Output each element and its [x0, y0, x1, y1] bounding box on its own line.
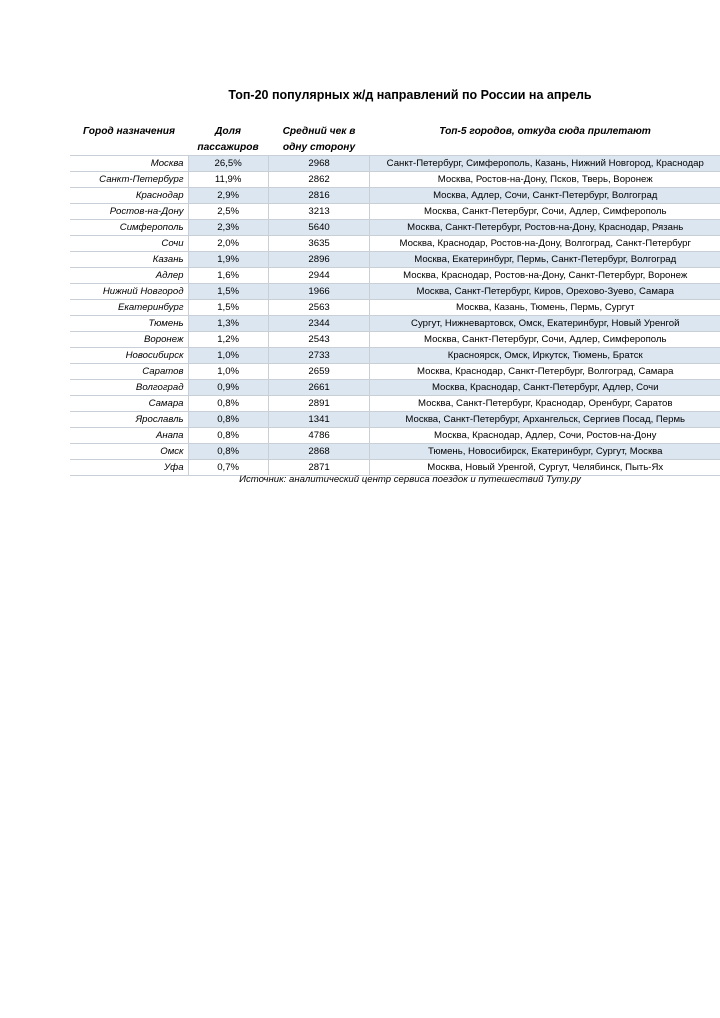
- city-cell: Анапа: [70, 428, 188, 444]
- price-cell: 2816: [268, 188, 370, 204]
- table-row: [70, 428, 720, 444]
- origin-cities-cell: Москва, Ростов-на-Дону, Псков, Тверь, Воронеж: [370, 172, 720, 188]
- header-price-line1: Средний чек в: [282, 126, 356, 137]
- origin-cities-cell: Тюмень, Новосибирск, Екатеринбург, Сургут, Москва: [370, 444, 720, 460]
- price-cell: 2891: [268, 396, 370, 412]
- price-cell: 2868: [268, 444, 370, 460]
- price-cell: 2344: [268, 316, 370, 332]
- price-cell: 3635: [268, 236, 370, 252]
- city-cell: Нижний Новгород: [70, 284, 188, 300]
- city-cell: Симферополь: [70, 220, 188, 236]
- city-cell: Волгоград: [70, 380, 188, 396]
- table-row: [70, 396, 720, 412]
- city-cell: Сочи: [70, 236, 188, 252]
- city-cell: Самара: [70, 396, 188, 412]
- price-cell: 2896: [268, 252, 370, 268]
- origin-cities-cell: Москва, Краснодар, Санкт-Петербург, Волгоград, Самара: [370, 364, 720, 380]
- share-cell: 1,6%: [188, 268, 268, 284]
- header-price: [268, 124, 370, 156]
- city-cell: Воронеж: [70, 332, 188, 348]
- table-row: [70, 172, 720, 188]
- origin-cities-cell: Москва, Екатеринбург, Пермь, Санкт-Петербург, Волгоград: [370, 252, 720, 268]
- price-cell: 2968: [268, 156, 370, 172]
- city-cell: Ярославль: [70, 412, 188, 428]
- price-cell: 2862: [268, 172, 370, 188]
- share-cell: 26,5%: [188, 156, 268, 172]
- origin-cities-cell: Москва, Краснодар, Ростов-на-Дону, Волгоград, Санкт-Петербург: [370, 236, 720, 252]
- price-cell: 1341: [268, 412, 370, 428]
- share-cell: 1,0%: [188, 348, 268, 364]
- origin-cities-cell: Москва, Краснодар, Ростов-на-Дону, Санкт-Петербург, Воронеж: [370, 268, 720, 284]
- origin-cities-cell: Москва, Новый Уренгой, Сургут, Челябинск, Пыть-Ях: [370, 460, 720, 476]
- origin-cities-cell: Москва, Санкт-Петербург, Сочи, Адлер, Симферополь: [370, 332, 720, 348]
- share-cell: 1,3%: [188, 316, 268, 332]
- city-cell: Казань: [70, 252, 188, 268]
- origin-cities-cell: Москва, Санкт-Петербург, Краснодар, Оренбург, Саратов: [370, 396, 720, 412]
- share-cell: 0,7%: [188, 460, 268, 476]
- price-cell: 1966: [268, 284, 370, 300]
- header-city: [70, 124, 188, 140]
- header-share: [188, 124, 268, 156]
- table-row: [70, 284, 720, 300]
- table-row: [70, 332, 720, 348]
- city-cell: Екатеринбург: [70, 300, 188, 316]
- origin-cities-cell: Москва, Краснодар, Санкт-Петербург, Адлер, Сочи: [370, 380, 720, 396]
- source-note: Источник: аналитический центр сервиса поездок и путешествий Туту.ру: [239, 474, 581, 485]
- table-row: [70, 220, 720, 236]
- price-cell: 2944: [268, 268, 370, 284]
- share-cell: 0,8%: [188, 412, 268, 428]
- table-row: [70, 300, 720, 316]
- share-cell: 1,9%: [188, 252, 268, 268]
- origin-cities-cell: Санкт-Петербург, Симферополь, Казань, Нижний Новгород, Краснодар: [370, 156, 720, 172]
- origin-cities-cell: Москва, Краснодар, Адлер, Сочи, Ростов-на-Дону: [370, 428, 720, 444]
- table-row: [70, 348, 720, 364]
- share-cell: 2,5%: [188, 204, 268, 220]
- city-cell: Уфа: [70, 460, 188, 476]
- origin-cities-cell: Москва, Санкт-Петербург, Ростов-на-Дону, Краснодар, Рязань: [370, 220, 720, 236]
- table-title: Топ-20 популярных ж/д направлений по России на апрель: [228, 88, 592, 102]
- share-cell: 0,8%: [188, 396, 268, 412]
- header-share-line1: Доля: [215, 126, 241, 137]
- city-cell: Адлер: [70, 268, 188, 284]
- share-cell: 0,9%: [188, 380, 268, 396]
- header-city-label: Город назначения: [83, 126, 175, 137]
- share-cell: 1,5%: [188, 300, 268, 316]
- table-row: [70, 316, 720, 332]
- table-row: [70, 236, 720, 252]
- table-row: [70, 412, 720, 428]
- share-cell: 2,0%: [188, 236, 268, 252]
- table-body: [70, 156, 720, 476]
- city-cell: Тюмень: [70, 316, 188, 332]
- price-cell: 4786: [268, 428, 370, 444]
- city-cell: Москва: [70, 156, 188, 172]
- city-cell: Новосибирск: [70, 348, 188, 364]
- origin-cities-cell: Сургут, Нижневартовск, Омск, Екатеринбург, Новый Уренгой: [370, 316, 720, 332]
- city-cell: Санкт-Петербург: [70, 172, 188, 188]
- header-from: [370, 124, 720, 140]
- header-price-line2: одну сторону: [282, 142, 356, 153]
- table-row: [70, 252, 720, 268]
- table-row: [70, 268, 720, 284]
- price-cell: 2733: [268, 348, 370, 364]
- table-row: [70, 156, 720, 172]
- table-row: [70, 380, 720, 396]
- city-cell: Омск: [70, 444, 188, 460]
- origin-cities-cell: Москва, Казань, Тюмень, Пермь, Сургут: [370, 300, 720, 316]
- origin-cities-cell: Красноярск, Омск, Иркутск, Тюмень, Братск: [370, 348, 720, 364]
- city-cell: Краснодар: [70, 188, 188, 204]
- table-row: [70, 188, 720, 204]
- city-cell: Ростов-на-Дону: [70, 204, 188, 220]
- price-cell: 2563: [268, 300, 370, 316]
- city-cell: Саратов: [70, 364, 188, 380]
- share-cell: 1,2%: [188, 332, 268, 348]
- price-cell: 2661: [268, 380, 370, 396]
- share-cell: 1,5%: [188, 284, 268, 300]
- price-cell: 5640: [268, 220, 370, 236]
- share-cell: 0,8%: [188, 428, 268, 444]
- share-cell: 1,0%: [188, 364, 268, 380]
- origin-cities-cell: Москва, Санкт-Петербург, Архангельск, Сергиев Посад, Пермь: [370, 412, 720, 428]
- price-cell: 3213: [268, 204, 370, 220]
- table-row: [70, 364, 720, 380]
- header-share-line2: пассажиров: [197, 142, 259, 153]
- share-cell: 2,9%: [188, 188, 268, 204]
- price-cell: 2659: [268, 364, 370, 380]
- origin-cities-cell: Москва, Санкт-Петербург, Киров, Орехово-Зуево, Самара: [370, 284, 720, 300]
- share-cell: 11,9%: [188, 172, 268, 188]
- share-cell: 0,8%: [188, 444, 268, 460]
- header-from-label: Топ-5 городов, откуда сюда прилетают: [439, 126, 651, 137]
- destinations-table: [70, 155, 720, 476]
- price-cell: 2871: [268, 460, 370, 476]
- origin-cities-cell: Москва, Адлер, Сочи, Санкт-Петербург, Волгоград: [370, 188, 720, 204]
- share-cell: 2,3%: [188, 220, 268, 236]
- price-cell: 2543: [268, 332, 370, 348]
- table-row: [70, 204, 720, 220]
- table-row: [70, 444, 720, 460]
- origin-cities-cell: Москва, Санкт-Петербург, Сочи, Адлер, Симферополь: [370, 204, 720, 220]
